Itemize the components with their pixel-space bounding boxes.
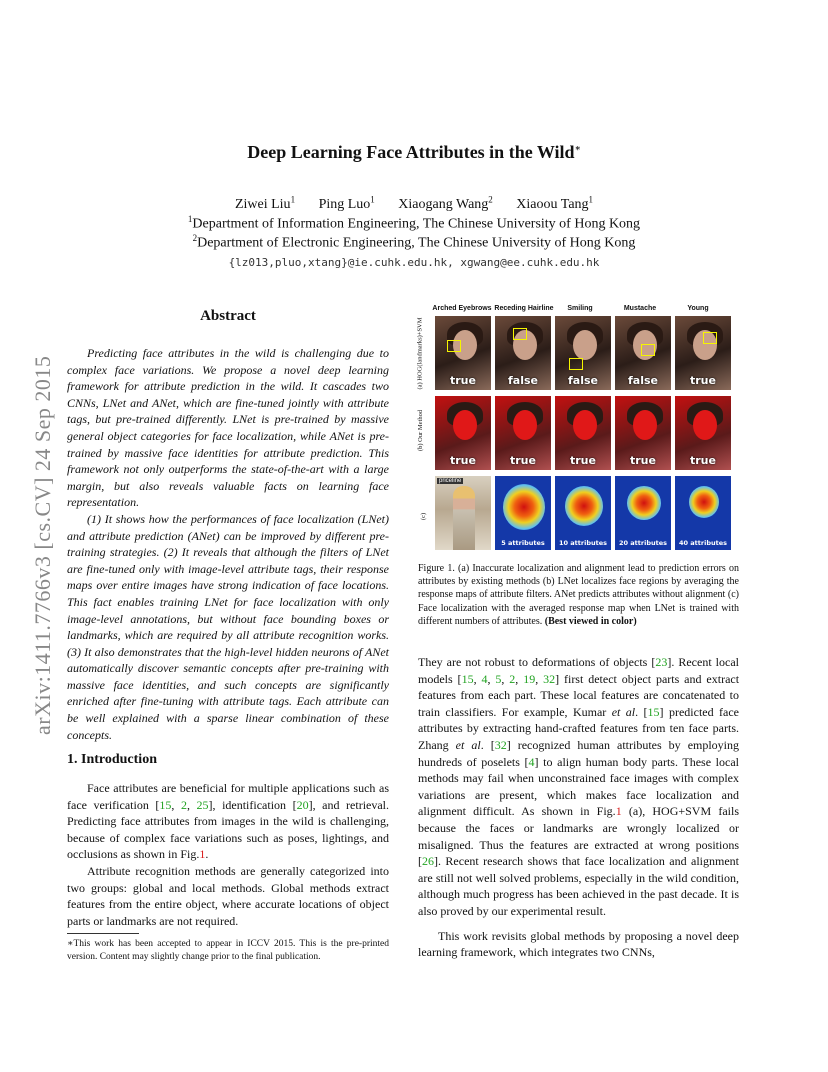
face-image <box>614 315 672 391</box>
face-image <box>554 315 612 391</box>
abstract-body <box>67 345 389 743</box>
heatmap-image <box>674 475 732 551</box>
footnote-divider <box>67 933 139 934</box>
citation-link[interactable]: 25 <box>196 797 209 812</box>
figure-link[interactable]: 1 <box>199 847 206 862</box>
author-name: Xiaogang Wang <box>398 196 489 212</box>
heatmap-label: 20 attributes <box>618 539 667 547</box>
row-label: (b) Our Method <box>417 409 425 452</box>
arxiv-stamp: arXiv:1411.7766v3 [cs.CV] 24 Sep 2015 <box>30 355 55 735</box>
text: . [ <box>635 704 648 719</box>
response-map-image <box>554 395 612 471</box>
affiliation-text: Department of Information Engineering, The Chinese University of Hong Kong <box>192 216 641 232</box>
face-image <box>494 315 552 391</box>
right-column-body <box>418 654 739 961</box>
prediction-label: true <box>690 374 716 387</box>
abstract-paragraph: (1) It shows how the performances of face localization (LNet) and attribute prediction (ANet) can be improved by different pre-training strategies. (2) It reveals that although the filters of LNet are fine-tuned only with image-level attribute tags, their response maps over entire images have strong indication of face locations. This fact enables training LNet for face localization with only image-level annotations, but without face bounding boxes or landmarks, which are required by all attribute recognition works. (3) It also demonstrates that the high-level hidden neurons of ANet automatically discover semantic concepts after pre-training with massive face identities, and such concepts are significantly enriched after fine-tuning with attribute tags. Each attribute can be well explained with a sparse linear combination of these concepts. <box>67 511 389 742</box>
author-list <box>0 194 828 213</box>
citation-link[interactable]: 32 <box>543 671 556 686</box>
author-affiliation: 1 <box>370 194 375 204</box>
author-name: Xiaoou Tang <box>516 196 589 212</box>
author-name: Ziwei Liu <box>234 196 291 212</box>
affiliation-number: 1 <box>187 214 193 224</box>
column-header: Young <box>687 305 709 312</box>
brand-text: priceline <box>439 478 462 484</box>
title-footnote-mark: ∗ <box>574 143 581 153</box>
response-map-image <box>614 395 672 471</box>
author <box>234 194 296 212</box>
author-affiliation: 1 <box>588 194 594 204</box>
prediction-label: true <box>570 454 596 467</box>
prediction-label: true <box>510 454 536 467</box>
figure-link[interactable]: 1 <box>615 804 622 819</box>
citation-link[interactable]: 5 <box>495 671 502 686</box>
column-header: Mustache <box>623 305 657 312</box>
citation-link[interactable]: 4 <box>528 754 535 769</box>
author <box>398 194 493 212</box>
heatmap-image <box>614 475 672 551</box>
affiliation-text: Department of Electronic Engineering, The Chinese University of Hong Kong <box>197 235 636 251</box>
heatmap-image <box>554 475 612 551</box>
row-label: (c) <box>420 512 428 521</box>
caption-bold: (Best viewed in color) <box>544 615 637 627</box>
column-header: Arched Eyebrows <box>432 305 492 312</box>
author <box>516 194 594 212</box>
row-label: (a) HOG(landmarks)+SVM <box>416 317 424 390</box>
text: ] to align human body parts. These local methods may fail when unconstrained face images with complex variations are present, which makes face localization and alignment difficult. As shown in Fig. <box>418 754 739 819</box>
affiliation-2 <box>0 233 828 252</box>
text: et al <box>611 704 636 719</box>
intro-body <box>67 780 389 929</box>
response-map-image <box>674 395 732 471</box>
body-paragraph: They are not robust to deformations of objects [23]. Recent local models [15, 4, 5, 2, 19, 32] first detect object parts and extract features from each part. These local features are concatenated to train classifiers. For example, Kumar et al. [15] predicted face attributes by extracting hand-crafted features from ten face parts. Zhang et al. [32] recognized human attributes by employing hundreds of poselets [4] to align human body parts. These local methods may fail when unconstrained face images with complex variations are present, which makes face localization and alignment difficult. As shown in Fig.1 (a), HOG+SVM fails because the faces or landmarks are wrongly localized or misaligned. Thus the features are extracted at wrong positions [26]. Recent research shows that face localization and alignment are still not well solved problems, especially in the wild condition, although much progress has been achieved in the past decade. It is also proved by our experimental result. <box>418 655 740 918</box>
text: ], and retrieval. Predicting face attributes from images in the wild is challenging, because of complex face variations such as poses, lightings, and occlusions as shown in Fig. <box>67 797 390 862</box>
abstract-heading: Abstract <box>200 308 256 324</box>
text: ]. Recent research shows that face localization and alignment are still not well solved problems, especially in the wild condition, although much progress has been achieved in the past decade. It is also proved by our experimental result. <box>418 854 739 918</box>
citation-link[interactable]: 26 <box>422 854 434 869</box>
text: , <box>171 797 181 812</box>
prediction-label: false <box>568 374 598 387</box>
citation-link[interactable]: 23 <box>655 655 668 669</box>
text: et al <box>455 737 481 752</box>
column-header: Receding Hairline <box>494 305 554 312</box>
text: . <box>205 847 209 862</box>
citation-link[interactable]: 20 <box>296 797 309 812</box>
text: ] first detect object parts and extract features from each part. These local features are concatenated to train classifiers. For example, Kumar <box>418 671 740 719</box>
prediction-label: false <box>508 374 538 387</box>
text: (a), HOG+SVM fails because the faces or landmarks are wrongly localized or misaligned. Thus the features are extracted at wrong positions [ <box>418 804 739 869</box>
title-text: Deep Learning Face Attributes in the Wild <box>247 142 575 162</box>
footnote: ∗This work has been accepted to appear in ICCV 2015. This is the pre-printed version. Content may slightly change prior to the final publication. <box>67 939 389 962</box>
prediction-label: false <box>628 374 658 387</box>
intro-paragraph <box>67 780 389 863</box>
figure-caption <box>418 562 739 628</box>
caption-text: (a) Inaccurate localization and alignment lead to prediction errors on attributes by existing methods (b) LNet localizes face regions by averaging the response maps of attribute filters. ANet predicts attributes without alignment (c) Face localization with the averaged response map when LNet is trained with different numbers of attributes. <box>418 563 740 627</box>
body-paragraph: This work revisits global methods by proposing a novel deep learning framework, which integrates two CNNs, <box>418 928 739 960</box>
heatmap-label: 5 attributes <box>501 539 545 547</box>
text: . [ <box>480 737 495 752</box>
face-image <box>674 315 732 391</box>
text: ]. Recent local models [ <box>418 655 739 686</box>
heatmap-label: 10 attributes <box>558 539 607 547</box>
prediction-label: true <box>450 454 476 467</box>
citation-link[interactable]: 19 <box>523 671 536 686</box>
prediction-label: true <box>630 454 656 467</box>
author-name: Ping Luo <box>318 196 371 212</box>
heatmap-image <box>494 475 552 551</box>
abstract-paragraph: Predicting face attributes in the wild is challenging due to complex face variations. We propose a novel deep learning framework for attribute prediction in the wild. It cascades two CNNs, LNet and ANet, which are fine-tuned jointly with attribute tags, but pre-trained differently. LNet is pre-trained by massive general object categories for face localization, while ANet is pre-trained by massive face identities for attribute prediction. This framework not only outperforms the state-of-the-art with a large margin, but also reveals valuable facts on learning face representation. <box>67 346 389 510</box>
prediction-label: true <box>690 454 716 467</box>
author-emails: {lz013,pluo,xtang}@ie.cuhk.edu.hk, xgwang@ee.cuhk.edu.hk <box>228 256 600 269</box>
figure-1 <box>418 305 740 557</box>
citation-link[interactable]: 15 <box>159 797 172 812</box>
affiliation-number: 2 <box>192 233 198 243</box>
intro-paragraph: Attribute recognition methods are generally categorized into two groups: global and local methods. Global methods extract features from the entire object, where accurate locations of object parts or landmarks are not required. <box>67 863 389 928</box>
author <box>318 194 375 212</box>
text: ] predicted face attributes by extracting hand-crafted features from ten face parts. Zhang <box>418 704 739 752</box>
author-affiliation: 2 <box>488 194 493 204</box>
citation-link[interactable]: 15 <box>647 704 660 719</box>
caption-lead: Figure 1. <box>418 563 455 574</box>
citation-link[interactable]: 2 <box>509 671 516 686</box>
full-body-image <box>434 475 492 551</box>
citation-link[interactable]: 15 <box>461 671 474 686</box>
prediction-label: true <box>450 374 476 387</box>
section-heading: 1. Introduction <box>67 752 157 767</box>
heatmap-label: 40 attributes <box>678 539 727 547</box>
author-affiliation: 1 <box>290 194 296 204</box>
face-image <box>434 315 492 391</box>
paper-title <box>0 142 828 163</box>
response-map-image <box>434 395 492 471</box>
text: ] recognized human attributes by employing hundreds of poselets [ <box>418 737 740 769</box>
column-header: Smiling <box>567 305 593 312</box>
text: They are not robust to deformations of objects [ <box>418 655 656 669</box>
text: , <box>186 797 197 812</box>
citation-link[interactable]: 4 <box>481 671 488 686</box>
response-map-image <box>494 395 552 471</box>
citation-link[interactable]: 32 <box>494 737 507 752</box>
text: ], identification [ <box>208 797 297 812</box>
text: Face attributes are beneficial for multiple applications such as face verification [ <box>67 781 389 812</box>
citation-link[interactable]: 2 <box>180 797 187 812</box>
affiliation-1 <box>0 214 828 233</box>
